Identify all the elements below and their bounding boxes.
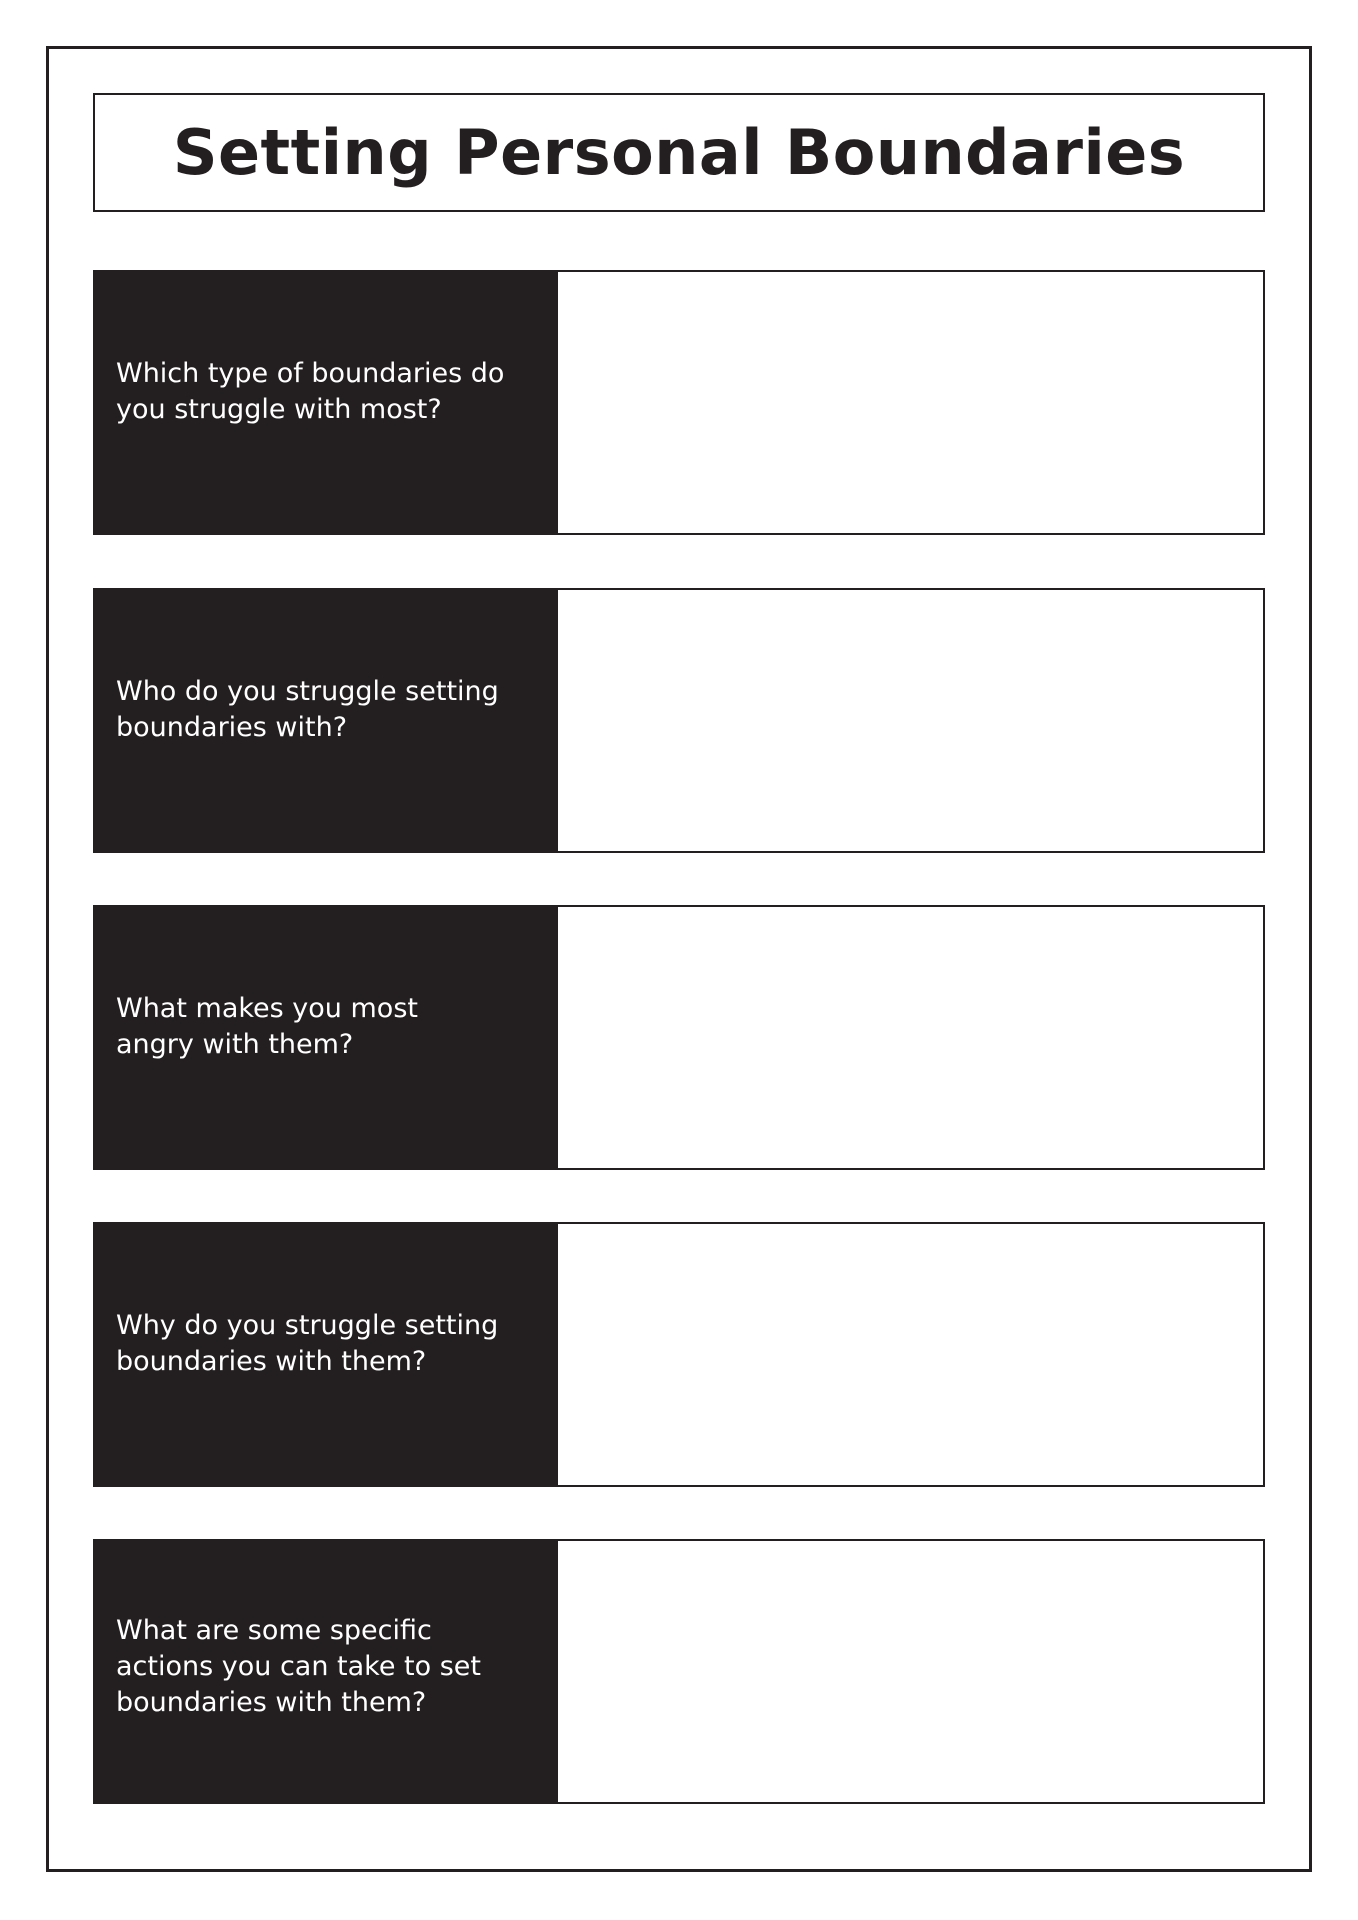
question-label-box — [93, 1539, 558, 1804]
answer-field-4[interactable] — [558, 1222, 1265, 1487]
answer-field-2[interactable] — [558, 588, 1265, 853]
page-title: Setting Personal Boundaries — [172, 116, 1186, 189]
question-text: Which type of boundaries do you struggle with most? — [116, 357, 505, 425]
question-label-box — [93, 905, 558, 1170]
question-label-box — [93, 270, 558, 535]
question-label-box — [93, 588, 558, 853]
question-row-5 — [93, 1539, 1265, 1804]
question-label-box — [93, 1222, 558, 1487]
question-text: Who do you struggle setting boundaries with? — [116, 675, 499, 743]
answer-field-3[interactable] — [558, 905, 1265, 1170]
question-row-3 — [93, 905, 1265, 1170]
question-text: What are some specific actions you can take to set boundaries with them? — [116, 1614, 481, 1718]
question-row-2 — [93, 588, 1265, 853]
title-box — [93, 93, 1265, 212]
question-row-1 — [93, 270, 1265, 535]
question-text: What makes you most angry with them? — [116, 992, 418, 1060]
answer-field-5[interactable] — [558, 1539, 1265, 1804]
question-text: Why do you struggle setting boundaries with them? — [116, 1309, 499, 1377]
answer-field-1[interactable] — [558, 270, 1265, 535]
question-row-4 — [93, 1222, 1265, 1487]
